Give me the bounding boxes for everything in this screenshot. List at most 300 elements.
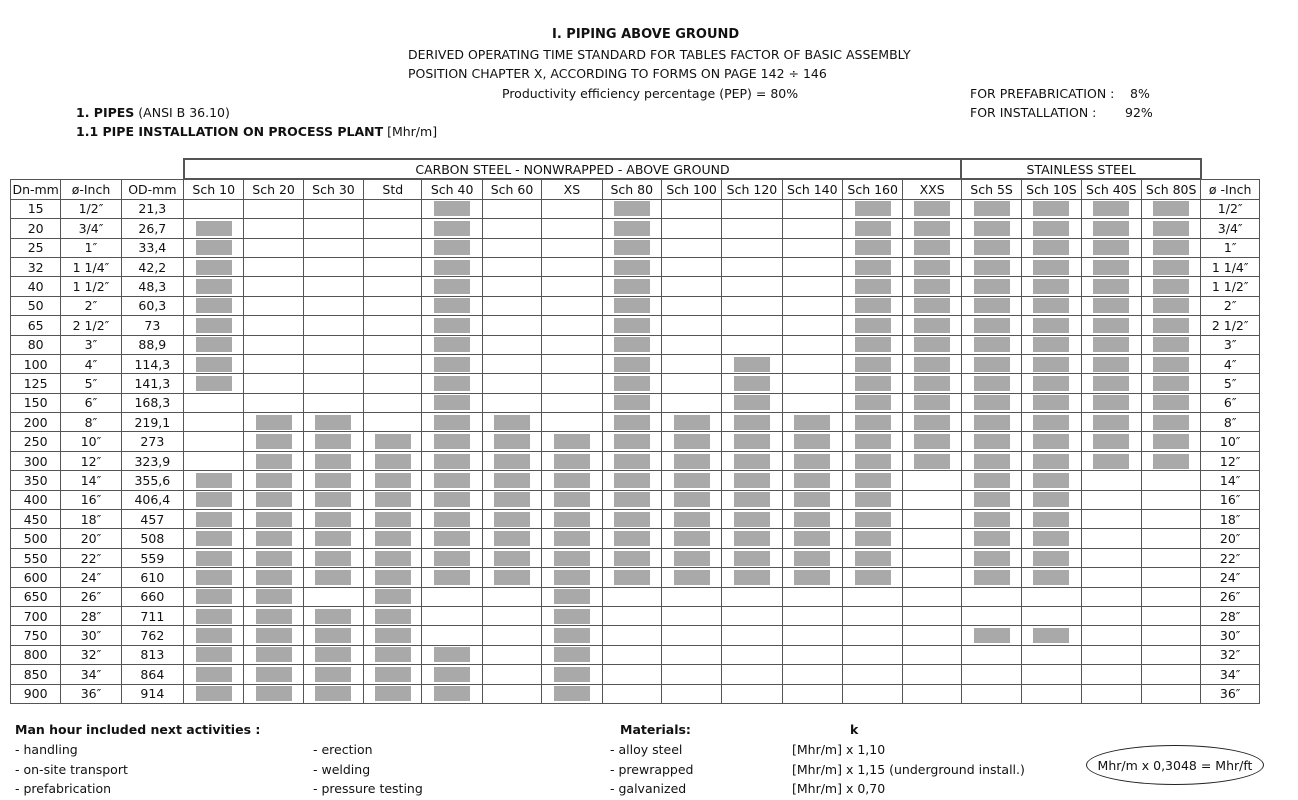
schedule-cell bbox=[482, 529, 541, 548]
schedule-cell bbox=[661, 257, 721, 276]
available-marker bbox=[974, 415, 1010, 430]
schedule-cell bbox=[184, 277, 244, 296]
available-marker bbox=[614, 454, 650, 469]
schedule-cell bbox=[244, 374, 303, 393]
inch-cell-right: 1″ bbox=[1201, 238, 1260, 257]
schedule-cell bbox=[782, 490, 842, 509]
column-header: Sch 80 bbox=[602, 179, 661, 199]
schedule-cell bbox=[422, 471, 482, 490]
material-item: - prewrapped bbox=[610, 762, 694, 777]
dn-mm-cell: 250 bbox=[11, 432, 61, 451]
schedule-cell bbox=[364, 393, 422, 412]
available-marker bbox=[494, 512, 530, 527]
available-marker bbox=[554, 434, 590, 449]
schedule-cell bbox=[661, 277, 721, 296]
schedule-cell bbox=[542, 257, 602, 276]
schedule-cell bbox=[843, 510, 903, 529]
schedule-cell bbox=[482, 199, 541, 218]
available-marker bbox=[375, 667, 411, 682]
schedule-cell bbox=[722, 316, 782, 335]
schedule-cell bbox=[1081, 296, 1141, 315]
prefab-value: 8% bbox=[1130, 86, 1150, 101]
available-marker bbox=[855, 240, 891, 255]
schedule-cell bbox=[244, 354, 303, 373]
schedule-cell bbox=[1022, 510, 1081, 529]
available-marker bbox=[1033, 512, 1069, 527]
schedule-cell bbox=[542, 471, 602, 490]
schedule-cell bbox=[903, 451, 962, 470]
schedule-cell bbox=[722, 529, 782, 548]
schedule-cell bbox=[661, 316, 721, 335]
available-marker bbox=[855, 357, 891, 372]
available-marker bbox=[914, 434, 950, 449]
inch-cell: 24″ bbox=[61, 568, 121, 587]
schedule-cell bbox=[303, 568, 363, 587]
schedule-cell bbox=[602, 645, 661, 664]
schedule-cell bbox=[1081, 529, 1141, 548]
schedule-cell bbox=[602, 606, 661, 625]
pep-line: Productivity efficiency percentage (PEP) = 80% bbox=[502, 86, 799, 101]
table-row bbox=[11, 219, 1260, 238]
available-marker bbox=[315, 628, 351, 643]
available-marker bbox=[375, 647, 411, 662]
schedule-cell bbox=[482, 413, 541, 432]
schedule-cell bbox=[482, 684, 541, 703]
schedule-cell bbox=[303, 219, 363, 238]
available-marker bbox=[734, 492, 770, 507]
table-row bbox=[11, 451, 1260, 470]
inch-cell-right: 22″ bbox=[1201, 548, 1260, 567]
table-row bbox=[11, 490, 1260, 509]
column-header: Sch 120 bbox=[722, 179, 782, 199]
available-marker bbox=[554, 492, 590, 507]
available-marker bbox=[256, 628, 292, 643]
available-marker bbox=[315, 647, 351, 662]
schedule-cell bbox=[1141, 665, 1200, 684]
available-marker bbox=[196, 628, 232, 643]
schedule-cell bbox=[961, 374, 1021, 393]
schedule-cell bbox=[364, 277, 422, 296]
schedule-cell bbox=[961, 684, 1021, 703]
inch-cell: 16″ bbox=[61, 490, 121, 509]
available-marker bbox=[196, 376, 232, 391]
available-marker bbox=[434, 201, 470, 216]
dn-mm-cell: 25 bbox=[11, 238, 61, 257]
available-marker bbox=[974, 434, 1010, 449]
available-marker bbox=[855, 376, 891, 391]
available-marker bbox=[794, 570, 830, 585]
available-marker bbox=[614, 434, 650, 449]
schedule-cell bbox=[1022, 626, 1081, 645]
od-mm-cell: 323,9 bbox=[121, 451, 183, 470]
available-marker bbox=[974, 279, 1010, 294]
schedule-cell bbox=[1022, 277, 1081, 296]
schedule-cell bbox=[482, 316, 541, 335]
schedule-cell bbox=[722, 568, 782, 587]
available-marker bbox=[794, 551, 830, 566]
available-marker bbox=[196, 512, 232, 527]
schedule-cell bbox=[961, 296, 1021, 315]
od-mm-cell: 355,6 bbox=[121, 471, 183, 490]
schedule-cell bbox=[244, 645, 303, 664]
schedule-cell bbox=[722, 413, 782, 432]
subtitle-line-2: POSITION CHAPTER X, ACCORDING TO FORMS ON PAGE 142 ÷ 146 bbox=[408, 66, 827, 81]
schedule-cell bbox=[903, 548, 962, 567]
available-marker bbox=[914, 298, 950, 313]
schedule-cell bbox=[303, 510, 363, 529]
available-marker bbox=[734, 512, 770, 527]
available-marker bbox=[855, 298, 891, 313]
available-marker bbox=[196, 260, 232, 275]
inch-cell-right: 34″ bbox=[1201, 665, 1260, 684]
schedule-cell bbox=[782, 645, 842, 664]
available-marker bbox=[196, 609, 232, 624]
schedule-cell bbox=[303, 529, 363, 548]
schedule-cell bbox=[843, 548, 903, 567]
schedule-cell bbox=[364, 257, 422, 276]
schedule-cell bbox=[903, 684, 962, 703]
schedule-cell bbox=[542, 432, 602, 451]
available-marker bbox=[375, 628, 411, 643]
available-marker bbox=[614, 260, 650, 275]
available-marker bbox=[614, 221, 650, 236]
available-marker bbox=[315, 531, 351, 546]
schedule-cell bbox=[782, 568, 842, 587]
available-marker bbox=[315, 473, 351, 488]
available-marker bbox=[315, 609, 351, 624]
inch-cell: 10″ bbox=[61, 432, 121, 451]
table-row bbox=[11, 354, 1260, 373]
dn-mm-cell: 20 bbox=[11, 219, 61, 238]
table-row bbox=[11, 432, 1260, 451]
schedule-cell bbox=[422, 606, 482, 625]
available-marker bbox=[914, 279, 950, 294]
schedule-cell bbox=[903, 529, 962, 548]
schedule-cell bbox=[1141, 587, 1200, 606]
available-marker bbox=[674, 454, 710, 469]
schedule-cell bbox=[722, 374, 782, 393]
available-marker bbox=[1033, 240, 1069, 255]
schedule-cell bbox=[244, 296, 303, 315]
schedule-cell bbox=[364, 626, 422, 645]
inch-cell-right: 26″ bbox=[1201, 587, 1260, 606]
inch-cell-right: 36″ bbox=[1201, 684, 1260, 703]
schedule-cell bbox=[482, 335, 541, 354]
available-marker bbox=[196, 473, 232, 488]
dn-mm-cell: 450 bbox=[11, 510, 61, 529]
schedule-cell bbox=[542, 374, 602, 393]
available-marker bbox=[315, 570, 351, 585]
schedule-cell bbox=[422, 626, 482, 645]
available-marker bbox=[554, 589, 590, 604]
schedule-cell bbox=[244, 548, 303, 567]
available-marker bbox=[794, 531, 830, 546]
inch-cell-right: 30″ bbox=[1201, 626, 1260, 645]
available-marker bbox=[974, 570, 1010, 585]
available-marker bbox=[494, 454, 530, 469]
schedule-cell bbox=[542, 316, 602, 335]
schedule-cell bbox=[422, 645, 482, 664]
schedule-cell bbox=[1141, 238, 1200, 257]
schedule-cell bbox=[1081, 684, 1141, 703]
column-header: Sch 30 bbox=[303, 179, 363, 199]
schedule-cell bbox=[961, 548, 1021, 567]
schedule-cell bbox=[303, 471, 363, 490]
schedule-cell bbox=[244, 277, 303, 296]
available-marker bbox=[614, 337, 650, 352]
schedule-cell bbox=[244, 568, 303, 587]
schedule-cell bbox=[364, 432, 422, 451]
schedule-cell bbox=[244, 626, 303, 645]
install-value: 92% bbox=[1125, 105, 1153, 120]
schedule-cell bbox=[364, 199, 422, 218]
schedule-cell bbox=[602, 413, 661, 432]
subsection-unit: [Mhr/m] bbox=[383, 124, 438, 139]
available-marker bbox=[315, 415, 351, 430]
schedule-cell bbox=[184, 490, 244, 509]
dn-mm-cell: 850 bbox=[11, 665, 61, 684]
table-row bbox=[11, 316, 1260, 335]
available-marker bbox=[614, 357, 650, 372]
schedule-cell bbox=[364, 335, 422, 354]
inch-cell: 2 1/2″ bbox=[61, 316, 121, 335]
available-marker bbox=[1093, 260, 1129, 275]
table-row bbox=[11, 606, 1260, 625]
available-marker bbox=[256, 512, 292, 527]
schedule-cell bbox=[244, 432, 303, 451]
schedule-cell bbox=[843, 393, 903, 412]
schedule-cell bbox=[1081, 335, 1141, 354]
schedule-cell bbox=[661, 451, 721, 470]
od-mm-cell: 273 bbox=[121, 432, 183, 451]
schedule-cell bbox=[542, 451, 602, 470]
available-marker bbox=[196, 686, 232, 701]
available-marker bbox=[614, 318, 650, 333]
schedule-cell bbox=[1022, 354, 1081, 373]
schedule-cell bbox=[184, 238, 244, 257]
available-marker bbox=[1153, 221, 1189, 236]
inch-cell-right: 5″ bbox=[1201, 374, 1260, 393]
available-marker bbox=[1033, 531, 1069, 546]
schedule-cell bbox=[661, 548, 721, 567]
available-marker bbox=[674, 531, 710, 546]
schedule-cell bbox=[542, 490, 602, 509]
inch-cell: 5″ bbox=[61, 374, 121, 393]
available-marker bbox=[256, 454, 292, 469]
schedule-cell bbox=[843, 335, 903, 354]
schedule-cell bbox=[782, 471, 842, 490]
schedule-cell bbox=[782, 606, 842, 625]
available-marker bbox=[974, 628, 1010, 643]
section-heading bbox=[76, 105, 230, 120]
inch-cell: 30″ bbox=[61, 626, 121, 645]
activity-item: - erection bbox=[313, 742, 373, 757]
available-marker bbox=[1093, 298, 1129, 313]
column-header: Sch 60 bbox=[482, 179, 541, 199]
available-marker bbox=[375, 512, 411, 527]
schedule-cell bbox=[843, 219, 903, 238]
available-marker bbox=[794, 492, 830, 507]
schedule-cell bbox=[1081, 568, 1141, 587]
schedule-cell bbox=[602, 451, 661, 470]
available-marker bbox=[914, 415, 950, 430]
schedule-cell bbox=[1081, 451, 1141, 470]
schedule-cell bbox=[843, 238, 903, 257]
schedule-cell bbox=[364, 238, 422, 257]
available-marker bbox=[315, 454, 351, 469]
schedule-cell bbox=[661, 393, 721, 412]
schedule-cell bbox=[782, 665, 842, 684]
schedule-cell bbox=[542, 510, 602, 529]
schedule-cell bbox=[303, 665, 363, 684]
inch-cell-right: 1 1/4″ bbox=[1201, 257, 1260, 276]
available-marker bbox=[375, 473, 411, 488]
schedule-cell bbox=[843, 568, 903, 587]
available-marker bbox=[256, 570, 292, 585]
schedule-cell bbox=[602, 354, 661, 373]
available-marker bbox=[974, 221, 1010, 236]
inch-cell-right: 3″ bbox=[1201, 335, 1260, 354]
schedule-cell bbox=[961, 606, 1021, 625]
schedule-cell bbox=[903, 374, 962, 393]
od-mm-cell: 141,3 bbox=[121, 374, 183, 393]
schedule-cell bbox=[422, 510, 482, 529]
schedule-cell bbox=[782, 432, 842, 451]
schedule-cell bbox=[303, 238, 363, 257]
schedule-cell bbox=[602, 432, 661, 451]
available-marker bbox=[315, 434, 351, 449]
column-header: Sch 5S bbox=[961, 179, 1021, 199]
schedule-cell bbox=[184, 374, 244, 393]
od-mm-cell: 660 bbox=[121, 587, 183, 606]
schedule-cell bbox=[661, 587, 721, 606]
available-marker bbox=[1093, 415, 1129, 430]
schedule-cell bbox=[1081, 354, 1141, 373]
dn-mm-cell: 50 bbox=[11, 296, 61, 315]
available-marker bbox=[494, 415, 530, 430]
available-marker bbox=[256, 551, 292, 566]
schedule-cell bbox=[843, 645, 903, 664]
schedule-cell bbox=[843, 684, 903, 703]
schedule-cell bbox=[482, 568, 541, 587]
available-marker bbox=[375, 570, 411, 585]
inch-cell-right: 3/4″ bbox=[1201, 219, 1260, 238]
schedule-cell bbox=[482, 354, 541, 373]
available-marker bbox=[434, 376, 470, 391]
inch-cell: 3/4″ bbox=[61, 219, 121, 238]
schedule-cell bbox=[482, 238, 541, 257]
schedule-cell bbox=[961, 277, 1021, 296]
schedule-cell bbox=[364, 548, 422, 567]
schedule-cell bbox=[364, 684, 422, 703]
available-marker bbox=[554, 551, 590, 566]
schedule-cell bbox=[422, 451, 482, 470]
schedule-cell bbox=[1141, 645, 1200, 664]
schedule-cell bbox=[1141, 257, 1200, 276]
available-marker bbox=[1033, 434, 1069, 449]
available-marker bbox=[734, 551, 770, 566]
od-mm-cell: 48,3 bbox=[121, 277, 183, 296]
schedule-cell bbox=[661, 374, 721, 393]
column-header: OD-mm bbox=[121, 179, 183, 199]
schedule-cell bbox=[961, 568, 1021, 587]
dn-mm-cell: 600 bbox=[11, 568, 61, 587]
available-marker bbox=[256, 492, 292, 507]
column-header: Sch 160 bbox=[843, 179, 903, 199]
schedule-cell bbox=[542, 587, 602, 606]
schedule-cell bbox=[244, 665, 303, 684]
schedule-cell bbox=[303, 587, 363, 606]
schedule-cell bbox=[364, 665, 422, 684]
available-marker bbox=[434, 240, 470, 255]
od-mm-cell: 219,1 bbox=[121, 413, 183, 432]
schedule-cell bbox=[184, 548, 244, 567]
schedule-cell bbox=[843, 354, 903, 373]
schedule-cell bbox=[422, 199, 482, 218]
available-marker bbox=[914, 357, 950, 372]
table-row bbox=[11, 277, 1260, 296]
schedule-cell bbox=[244, 451, 303, 470]
available-marker bbox=[375, 686, 411, 701]
available-marker bbox=[315, 686, 351, 701]
schedule-cell bbox=[961, 316, 1021, 335]
available-marker bbox=[614, 473, 650, 488]
inch-cell-right: 24″ bbox=[1201, 568, 1260, 587]
inch-cell-right: 20″ bbox=[1201, 529, 1260, 548]
available-marker bbox=[494, 531, 530, 546]
schedule-cell bbox=[722, 296, 782, 315]
available-marker bbox=[974, 201, 1010, 216]
schedule-cell bbox=[843, 296, 903, 315]
available-marker bbox=[974, 260, 1010, 275]
schedule-cell bbox=[1141, 568, 1200, 587]
schedule-cell bbox=[364, 510, 422, 529]
material-factor: [Mhr/m] x 0,70 bbox=[792, 781, 886, 796]
available-marker bbox=[855, 454, 891, 469]
dn-mm-cell: 125 bbox=[11, 374, 61, 393]
schedule-cell bbox=[184, 257, 244, 276]
schedule-cell bbox=[422, 257, 482, 276]
schedule-cell bbox=[422, 374, 482, 393]
available-marker bbox=[1033, 201, 1069, 216]
schedule-cell bbox=[1081, 587, 1141, 606]
schedule-cell bbox=[422, 219, 482, 238]
available-marker bbox=[1033, 298, 1069, 313]
inch-cell: 3″ bbox=[61, 335, 121, 354]
available-marker bbox=[1093, 395, 1129, 410]
prefab-label: FOR PREFABRICATION : bbox=[970, 86, 1115, 101]
table-row bbox=[11, 238, 1260, 257]
schedule-cell bbox=[1081, 238, 1141, 257]
schedule-cell bbox=[782, 587, 842, 606]
schedule-cell bbox=[661, 626, 721, 645]
schedule-cell bbox=[843, 490, 903, 509]
inch-cell-right: 1/2″ bbox=[1201, 199, 1260, 218]
schedule-cell bbox=[1081, 606, 1141, 625]
schedule-cell bbox=[422, 335, 482, 354]
available-marker bbox=[554, 647, 590, 662]
od-mm-cell: 711 bbox=[121, 606, 183, 625]
od-mm-cell: 33,4 bbox=[121, 238, 183, 257]
column-header-row bbox=[11, 179, 1260, 199]
table-row bbox=[11, 296, 1260, 315]
inch-cell-right: 16″ bbox=[1201, 490, 1260, 509]
schedule-cell bbox=[722, 219, 782, 238]
schedule-cell bbox=[1022, 199, 1081, 218]
schedule-cell bbox=[1141, 199, 1200, 218]
schedule-cell bbox=[661, 432, 721, 451]
group-stainless-steel: STAINLESS STEEL bbox=[961, 159, 1200, 179]
